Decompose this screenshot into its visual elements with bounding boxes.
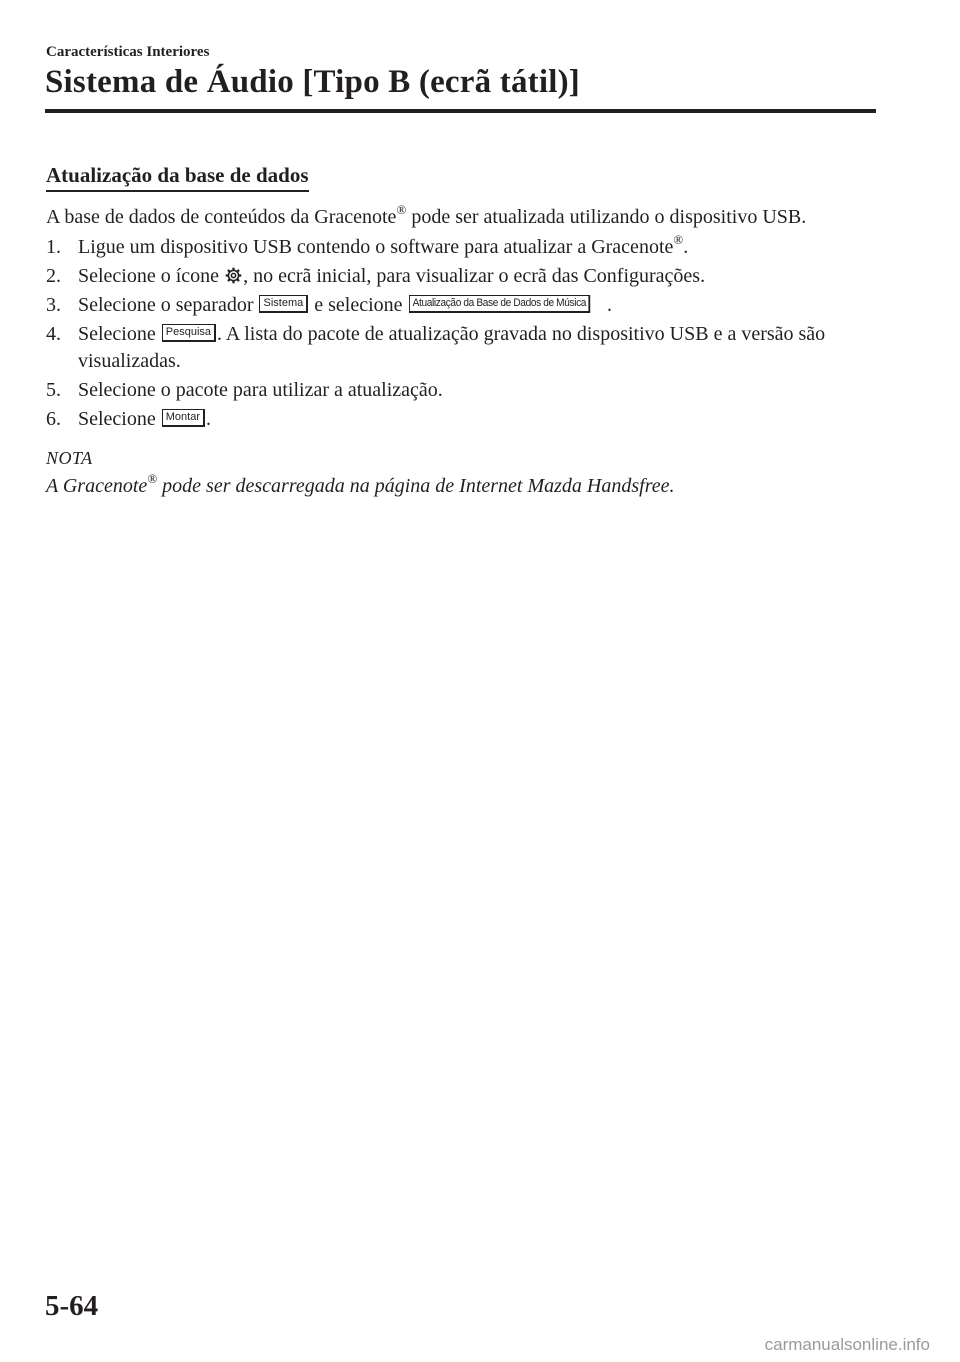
registered-mark: ® (673, 232, 684, 248)
step-4: 4. Selecione Pesquisa . A lista do pacote de atualização gravada no dispositivo USB e a versão são visualizadas. (46, 323, 826, 372)
step-3: 3. Selecione o separador Sistema e selecione Atualização da Base de Dados de Música . (46, 292, 886, 319)
step-2: 2. Selecione o ícone , no ecrã inicial, para visualizar o ecrã das Configurações. (46, 263, 886, 290)
intro-paragraph: A base de dados de conteúdos da Gracenote® pode ser atualizada utilizando o dispositivo USB. (46, 202, 807, 228)
step-number: 5. (46, 379, 61, 401)
note-block (46, 445, 886, 500)
section-heading: Atualização da base de dados (46, 162, 309, 192)
title-rule (45, 109, 876, 113)
pesquisa-button[interactable]: Pesquisa (162, 324, 216, 342)
watermark: carmanualsonline.info (764, 1335, 930, 1354)
step-number: 4. (46, 323, 61, 345)
step-1: 1. Ligue um dispositivo USB contendo o software para atualizar a Gracenote®. (46, 234, 886, 261)
sistema-tab-button[interactable]: Sistema (259, 295, 308, 313)
step-number: 3. (46, 294, 61, 316)
registered-mark: ® (396, 202, 407, 218)
step-6: 6. Selecione Montar . (46, 406, 886, 433)
step-number: 2. (46, 265, 61, 287)
page-title: Sistema de Áudio [Tipo B (ecrã tátil)] (45, 64, 580, 100)
step-number: 6. (46, 408, 61, 430)
note-label: NOTA (46, 448, 93, 468)
settings-gear-icon (225, 267, 242, 284)
page-number: 5-64 (45, 1290, 99, 1322)
note-text: A Gracenote® pode ser descarregada na página de Internet Mazda Handsfree. (46, 471, 675, 497)
steps-list (46, 234, 886, 433)
step-5: 5. Selecione o pacote para utilizar a atualização. (46, 377, 886, 404)
main-content (46, 162, 886, 500)
breadcrumb: Características Interiores (46, 44, 210, 60)
montar-button[interactable]: Montar (162, 409, 205, 427)
music-database-update-button[interactable]: Atualização da Base de Dados de Música (409, 295, 591, 313)
step-number: 1. (46, 236, 61, 258)
registered-mark: ® (147, 471, 158, 487)
